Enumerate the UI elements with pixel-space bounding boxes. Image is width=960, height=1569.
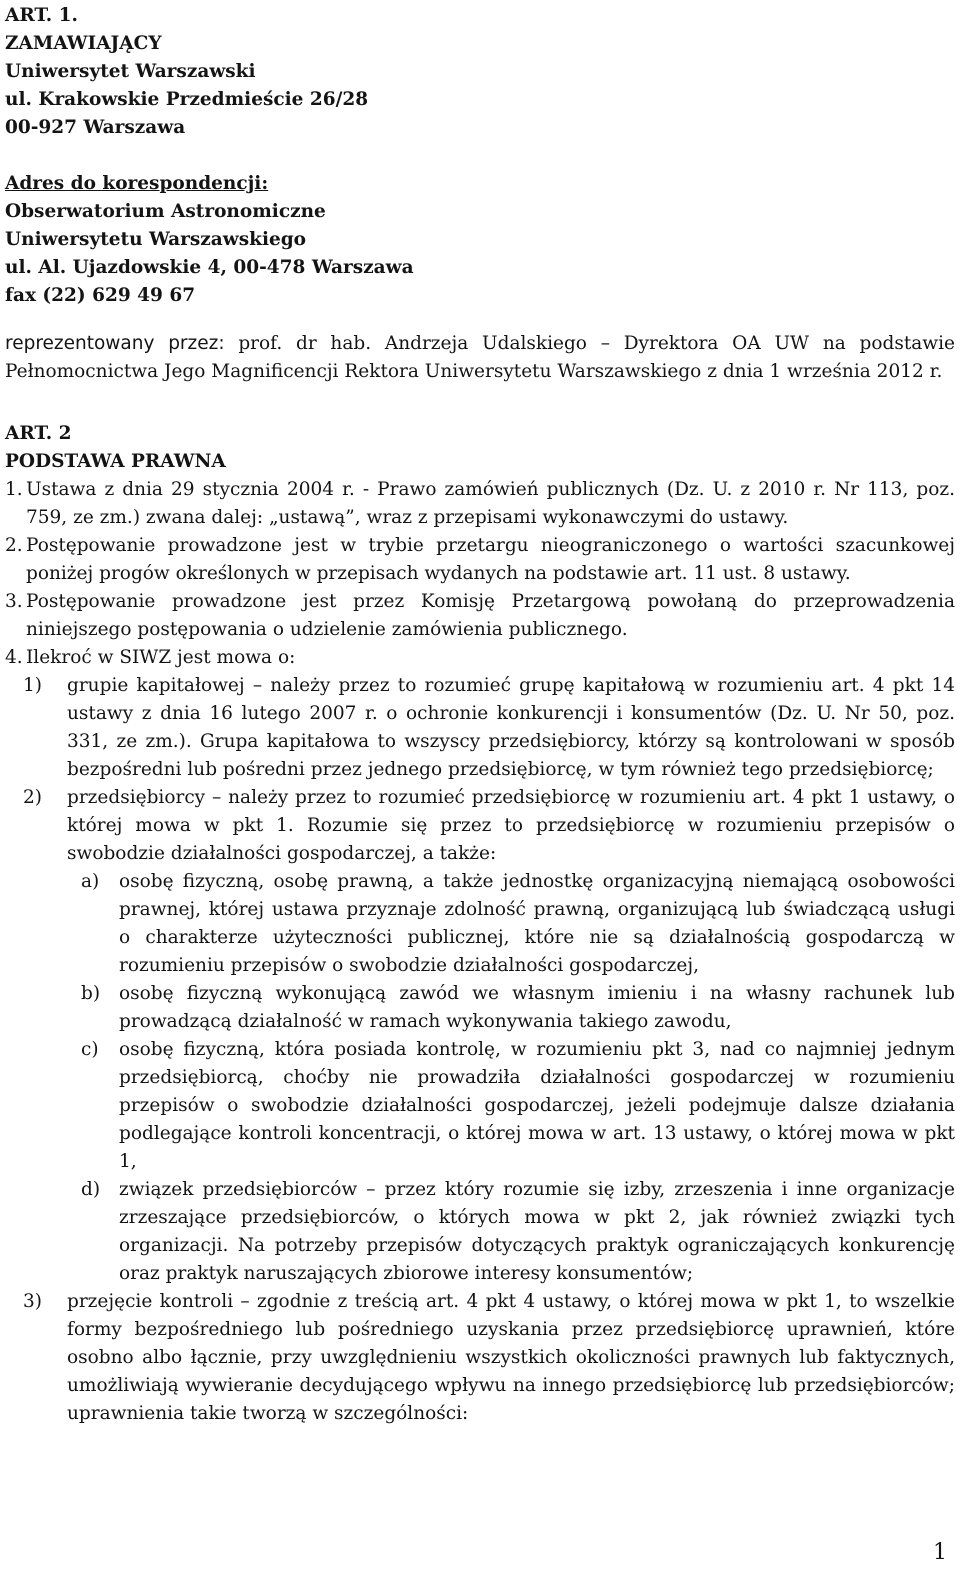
corr-line: fax (22) 629 49 67 (5, 285, 196, 306)
definition-number: 1) (23, 675, 42, 696)
letter-item (81, 868, 955, 980)
corr-line: Obserwatorium Astronomiczne (5, 201, 326, 222)
paragraph-text: Postępowanie prowadzone jest przez Komisję Przetargową powołaną do przeprowadzenia niniejszego postępowania o udzielenie zamówienia publicznego. (26, 591, 955, 640)
definition-item (5, 1288, 955, 1428)
paragraph (5, 644, 955, 672)
definition-text: przedsiębiorcy – należy przez to rozumieć przedsiębiorcę w rozumieniu art. 4 pkt 1 ustawy, o której mowa w pkt 1. Rozumie się przez to przedsiębiorcę w rozumieniu przepisów o swobodzie działalności gospodarczej, a także: (67, 787, 955, 864)
letter-text: osobę fizyczną, osobę prawną, a także jednostkę organizacyjną niemającą osobowości prawnej, której ustawa przyznaje zdolność prawną, organizującą lub świadczącą usługi o charakterze użyteczności publicznej, które nie są działalnością gospodarczą w rozumieniu przepisów o swobodzie działalności gospodarczej, (119, 871, 955, 976)
definition-item (5, 784, 955, 868)
paragraph-text: Ustawa z dnia 29 stycznia 2004 r. - Prawo zamówień publicznych (Dz. U. z 2010 r. Nr 113, poz. 759, ze zm.) zwana dalej: „ustawą”, wraz z przepisami wykonawczymi do ustawy. (26, 479, 955, 528)
art1-title: ZAMAWIAJĄCY (5, 33, 162, 54)
art1-section (5, 2, 955, 310)
definition-number: 3) (23, 1291, 42, 1312)
page-number: 1 (933, 1540, 947, 1565)
paragraph (5, 588, 955, 644)
letter-number: c) (81, 1039, 99, 1060)
paragraph-number: 2. (5, 535, 23, 556)
letter-number: b) (81, 983, 101, 1004)
paragraph-text: Postępowanie prowadzone jest w trybie przetargu nieograniczonego o wartości szacunkowej poniżej progów określonych w przepisach wydanych na podstawie art. 11 ust. 8 ustawy. (26, 535, 955, 584)
definition-number: 2) (23, 787, 42, 808)
paragraph (5, 476, 955, 532)
letter-text: osobę fizyczną wykonującą zawód we własnym imieniu i na własny rachunek lub prowadzącą działalność w ramach wykonywania takiego zawodu, (119, 983, 955, 1032)
corr-line: ul. Al. Ujazdowskie 4, 00-478 Warszawa (5, 257, 414, 278)
correspondence-label: Adres do korespondencji: (5, 173, 269, 194)
org-line: 00-927 Warszawa (5, 117, 186, 138)
paragraph-number: 4. (5, 647, 23, 668)
definition-item (5, 672, 955, 784)
org-line: Uniwersytet Warszawski (5, 61, 256, 82)
letter-text: związek przedsiębiorców – przez który rozumie się izby, zrzeszenia i inne organizacje zrzeszające przedsiębiorców, o których mowa w pkt 2, jak również związki tych organizacji. Na potrzeby przepisów dotyczących praktyk ograniczających konkurencję oraz praktyk naruszających zbiorowe interesy konsumentów; (119, 1179, 955, 1284)
org-line: ul. Krakowskie Przedmieście 26/28 (5, 89, 369, 110)
represented-text: prof. dr hab. Andrzeja Udalskiego – Dyrektora OA UW na podstawie Pełnomocnictwa Jego Magnificencji Rektora Uniwersytetu Warszawskiego z dnia 1 września 2012 r. (5, 333, 955, 382)
definition-text: przejęcie kontroli – zgodnie z treścią art. 4 pkt 4 ustawy, o której mowa w pkt 1, to wszelkie formy bezpośredniego lub pośredniego uzyskania przez przedsiębiorcę uprawnień, które osobno albo łącznie, przy uwzględnieniu wszystkich okoliczności prawnych lub faktycznych, umożliwiają wywieranie decydującego wpływu na innego przedsiębiorcę lub przedsiębiorców; uprawnienia takie tworzą w szczególności: (67, 1291, 955, 1424)
letter-text: osobę fizyczną, która posiada kontrolę, w rozumieniu pkt 3, nad co najmniej jednym przedsiębiorcą, choćby nie prowadziła działalności gospodarczej w rozumieniu przepisów o swobodzie działalności gospodarczej, jeżeli podejmuje dalsze działania podlegające kontroli koncentracji, o której mowa w art. 13 ustawy, o której mowa w pkt 1, (119, 1039, 955, 1172)
letter-number: a) (81, 871, 100, 892)
represented-label: reprezentowany przez: (5, 333, 225, 354)
paragraph-number: 1. (5, 479, 23, 500)
art2-section (5, 420, 955, 476)
document-page (5, 0, 955, 1569)
paragraph-text: Ilekroć w SIWZ jest mowa o: (26, 647, 296, 668)
letter-item (81, 980, 955, 1036)
letter-item (81, 1036, 955, 1176)
represented-paragraph (5, 330, 955, 386)
letter-item (81, 1176, 955, 1288)
corr-line: Uniwersytetu Warszawskiego (5, 229, 307, 250)
art2-heading: ART. 2 (5, 423, 72, 444)
paragraph-number: 3. (5, 591, 23, 612)
paragraph (5, 532, 955, 588)
letter-number: d) (81, 1179, 101, 1200)
definition-text: grupie kapitałowej – należy przez to rozumieć grupę kapitałową w rozumieniu art. 4 pkt 14 ustawy z dnia 16 lutego 2007 r. o ochronie konkurencji i konsumentów (Dz. U. Nr 50, poz. 331, ze zm.). Grupa kapitałowa to wszyscy przedsiębiorcy, którzy są kontrolowani w sposób bezpośredni lub pośredni przez jednego przedsiębiorcę, w tym również tego przedsiębiorcę; (67, 675, 955, 780)
art1-heading: ART. 1. (5, 5, 78, 26)
art2-title: PODSTAWA PRAWNA (5, 451, 226, 472)
